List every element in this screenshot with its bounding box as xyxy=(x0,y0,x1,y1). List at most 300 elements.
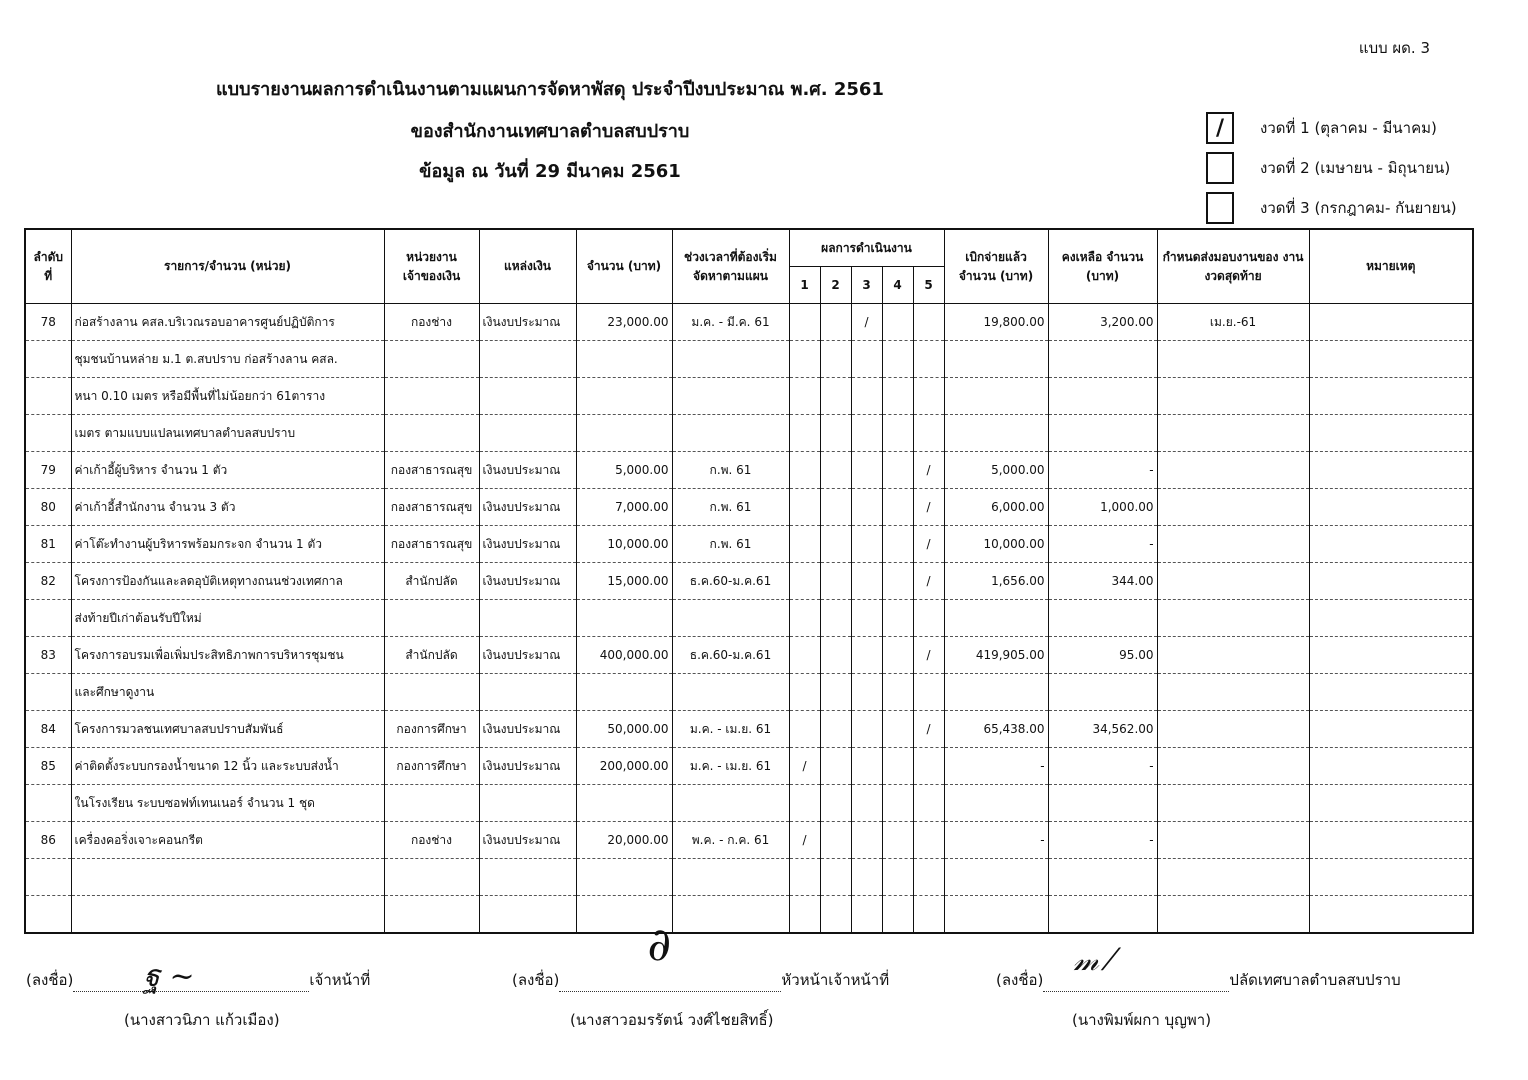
cell-note xyxy=(1309,452,1473,489)
cell-item xyxy=(71,859,384,896)
cell-paid xyxy=(944,415,1048,452)
cell-no: 85 xyxy=(25,748,71,785)
cell-amount xyxy=(576,600,672,637)
cell-progress-1 xyxy=(789,896,820,934)
cell-note xyxy=(1309,822,1473,859)
cell-remain: 34,562.00 xyxy=(1048,711,1157,748)
period-label-2: งวดที่ 2 (เมษายน - มิถุนายน) xyxy=(1260,159,1451,177)
report-subtitle: ของสำนักงานเทศบาลตำบลสบปราบ xyxy=(410,121,690,142)
cell-paid: 65,438.00 xyxy=(944,711,1048,748)
cell-progress-5: / xyxy=(913,489,944,526)
cell-source: เงินงบประมาณ xyxy=(479,822,576,859)
cell-paid: - xyxy=(944,748,1048,785)
cell-source: เงินงบประมาณ xyxy=(479,489,576,526)
header-unit: หน่วยงาน เจ้าของเงิน xyxy=(384,229,479,304)
cell-paid: 419,905.00 xyxy=(944,637,1048,674)
header-delivery: กำหนดส่งมอบงานของ งานงวดสุดท้าย xyxy=(1157,229,1309,304)
cell-delivery: เม.ย.-61 xyxy=(1157,304,1309,341)
cell-paid: 10,000.00 xyxy=(944,526,1048,563)
header-progress-3: 3 xyxy=(851,267,882,304)
cell-paid: 6,000.00 xyxy=(944,489,1048,526)
cell-unit: สำนักปลัด xyxy=(384,637,479,674)
cell-remain: - xyxy=(1048,452,1157,489)
cell-delivery xyxy=(1157,415,1309,452)
header-progress-2: 2 xyxy=(820,267,851,304)
cell-progress-2 xyxy=(820,563,851,600)
signature-line-3 xyxy=(1043,943,1229,992)
cell-remain: - xyxy=(1048,748,1157,785)
cell-progress-3 xyxy=(851,489,882,526)
cell-delivery xyxy=(1157,859,1309,896)
cell-unit xyxy=(384,859,479,896)
cell-note xyxy=(1309,859,1473,896)
cell-source xyxy=(479,600,576,637)
cell-remain xyxy=(1048,859,1157,896)
cell-period: พ.ค. - ก.ค. 61 xyxy=(672,822,789,859)
cell-period xyxy=(672,378,789,415)
header-amount: จำนวน (บาท) xyxy=(576,229,672,304)
table-row xyxy=(25,896,1473,934)
cell-unit xyxy=(384,341,479,378)
cell-note xyxy=(1309,748,1473,785)
cell-amount: 400,000.00 xyxy=(576,637,672,674)
cell-progress-4 xyxy=(882,785,913,822)
cell-item: ค่าโต๊ะทำงานผู้บริหารพร้อมกระจก จำนวน 1 ตัว xyxy=(71,526,384,563)
cell-period xyxy=(672,674,789,711)
header-progress-1: 1 xyxy=(789,267,820,304)
table-row xyxy=(25,859,1473,896)
cell-unit xyxy=(384,674,479,711)
cell-period xyxy=(672,415,789,452)
cell-delivery xyxy=(1157,748,1309,785)
cell-progress-3 xyxy=(851,785,882,822)
cell-progress-2 xyxy=(820,304,851,341)
table-row xyxy=(25,526,1473,563)
cell-paid xyxy=(944,600,1048,637)
cell-source xyxy=(479,896,576,934)
cell-period: ม.ค. - มี.ค. 61 xyxy=(672,304,789,341)
cell-source xyxy=(479,785,576,822)
cell-item: ชุมชนบ้านหล่าย ม.1 ต.สบปราบ ก่อสร้างลาน คสล. xyxy=(71,341,384,378)
cell-amount xyxy=(576,378,672,415)
sign-role-1: เจ้าหน้าที่ xyxy=(309,971,371,989)
cell-progress-2 xyxy=(820,489,851,526)
cell-note xyxy=(1309,489,1473,526)
cell-progress-5: / xyxy=(913,563,944,600)
table-row xyxy=(25,711,1473,748)
cell-progress-2 xyxy=(820,637,851,674)
cell-note xyxy=(1309,304,1473,341)
cell-period: ม.ค. - เม.ย. 61 xyxy=(672,711,789,748)
cell-progress-4 xyxy=(882,378,913,415)
cell-progress-1 xyxy=(789,489,820,526)
cell-no: 86 xyxy=(25,822,71,859)
cell-progress-1 xyxy=(789,600,820,637)
cell-remain xyxy=(1048,415,1157,452)
cell-progress-2 xyxy=(820,600,851,637)
cell-progress-1 xyxy=(789,415,820,452)
cell-progress-4 xyxy=(882,415,913,452)
table-row xyxy=(25,378,1473,415)
cell-progress-1 xyxy=(789,526,820,563)
header-item: รายการ/จำนวน (หน่วย) xyxy=(71,229,384,304)
cell-no xyxy=(25,341,71,378)
cell-note xyxy=(1309,711,1473,748)
cell-item: ค่าเก้าอี้สำนักงาน จำนวน 3 ตัว xyxy=(71,489,384,526)
sign-role-3: ปลัดเทศบาลตำบลสบปราบ xyxy=(1229,971,1401,989)
handwritten-signature-3: 𝓂 ⁄ xyxy=(1073,943,1114,978)
cell-progress-1 xyxy=(789,563,820,600)
cell-amount: 50,000.00 xyxy=(576,711,672,748)
cell-no: 79 xyxy=(25,452,71,489)
cell-progress-2 xyxy=(820,785,851,822)
sign-prefix-2: (ลงชื่อ) xyxy=(512,971,560,989)
cell-progress-3 xyxy=(851,859,882,896)
cell-unit xyxy=(384,600,479,637)
signature-block-2 xyxy=(512,917,890,992)
report-date: ข้อมูล ณ วันที่ 29 มีนาคม 2561 xyxy=(419,161,681,182)
cell-progress-1 xyxy=(789,859,820,896)
cell-progress-3 xyxy=(851,563,882,600)
cell-source: เงินงบประมาณ xyxy=(479,637,576,674)
cell-progress-2 xyxy=(820,711,851,748)
header-no: ลำดับ ที่ xyxy=(25,229,71,304)
procurement-table xyxy=(24,228,1474,934)
cell-progress-4 xyxy=(882,452,913,489)
cell-remain: - xyxy=(1048,822,1157,859)
cell-progress-4 xyxy=(882,600,913,637)
cell-paid: 19,800.00 xyxy=(944,304,1048,341)
signature-line-1 xyxy=(73,959,309,994)
cell-delivery xyxy=(1157,341,1309,378)
cell-unit: กองช่าง xyxy=(384,822,479,859)
cell-unit xyxy=(384,896,479,934)
cell-unit xyxy=(384,785,479,822)
table-row xyxy=(25,674,1473,711)
cell-progress-2 xyxy=(820,822,851,859)
cell-progress-3 xyxy=(851,415,882,452)
cell-progress-2 xyxy=(820,526,851,563)
period-option-3[interactable] xyxy=(1206,192,1457,224)
cell-progress-5: / xyxy=(913,711,944,748)
cell-paid xyxy=(944,896,1048,934)
cell-unit xyxy=(384,378,479,415)
cell-note xyxy=(1309,600,1473,637)
cell-unit: กองสาธารณสุข xyxy=(384,489,479,526)
cell-progress-2 xyxy=(820,378,851,415)
cell-delivery xyxy=(1157,637,1309,674)
cell-progress-5 xyxy=(913,859,944,896)
cell-delivery xyxy=(1157,563,1309,600)
sign-name-1: (นางสาวนิภา แก้วเมือง) xyxy=(124,1011,280,1029)
cell-progress-3 xyxy=(851,600,882,637)
cell-item xyxy=(71,896,384,934)
cell-amount xyxy=(576,341,672,378)
cell-unit: กองช่าง xyxy=(384,304,479,341)
cell-no: 78 xyxy=(25,304,71,341)
table-row xyxy=(25,785,1473,822)
cell-progress-4 xyxy=(882,341,913,378)
header-progress: ผลการดำเนินงาน xyxy=(789,229,944,267)
header-remain: คงเหลือ จำนวน (บาท) xyxy=(1048,229,1157,304)
cell-source: เงินงบประมาณ xyxy=(479,452,576,489)
cell-progress-5 xyxy=(913,896,944,934)
cell-progress-4 xyxy=(882,637,913,674)
cell-period xyxy=(672,785,789,822)
cell-unit: กองสาธารณสุข xyxy=(384,526,479,563)
cell-amount: 10,000.00 xyxy=(576,526,672,563)
cell-progress-5 xyxy=(913,341,944,378)
cell-amount: 15,000.00 xyxy=(576,563,672,600)
cell-progress-1 xyxy=(789,341,820,378)
cell-delivery xyxy=(1157,822,1309,859)
cell-progress-4 xyxy=(882,896,913,934)
cell-delivery xyxy=(1157,785,1309,822)
cell-amount: 23,000.00 xyxy=(576,304,672,341)
cell-no xyxy=(25,674,71,711)
cell-progress-5: / xyxy=(913,452,944,489)
sign-role-2: หัวหน้าเจ้าหน้าที่ xyxy=(781,971,890,989)
cell-paid xyxy=(944,785,1048,822)
cell-note xyxy=(1309,674,1473,711)
cell-note xyxy=(1309,526,1473,563)
table-body xyxy=(25,304,1473,934)
cell-amount xyxy=(576,785,672,822)
cell-source xyxy=(479,674,576,711)
cell-source: เงินงบประมาณ xyxy=(479,711,576,748)
cell-progress-2 xyxy=(820,341,851,378)
cell-item: และศึกษาดูงาน xyxy=(71,674,384,711)
cell-no: 84 xyxy=(25,711,71,748)
cell-progress-3 xyxy=(851,341,882,378)
cell-progress-1: / xyxy=(789,748,820,785)
cell-note xyxy=(1309,896,1473,934)
cell-progress-3 xyxy=(851,526,882,563)
cell-no xyxy=(25,859,71,896)
cell-delivery xyxy=(1157,711,1309,748)
header-source: แหล่งเงิน xyxy=(479,229,576,304)
table-row xyxy=(25,748,1473,785)
cell-progress-5 xyxy=(913,378,944,415)
cell-paid: - xyxy=(944,822,1048,859)
cell-remain: 344.00 xyxy=(1048,563,1157,600)
form-code: แบบ ผด. 3 xyxy=(1358,39,1430,57)
cell-item: โครงการอบรมเพื่อเพิ่มประสิทธิภาพการบริหารชุมชน xyxy=(71,637,384,674)
period-option-2[interactable] xyxy=(1206,152,1450,184)
cell-progress-4 xyxy=(882,711,913,748)
table-row xyxy=(25,489,1473,526)
cell-progress-5 xyxy=(913,304,944,341)
cell-remain xyxy=(1048,785,1157,822)
cell-progress-2 xyxy=(820,859,851,896)
cell-progress-4 xyxy=(882,526,913,563)
cell-progress-5 xyxy=(913,822,944,859)
cell-unit: กองสาธารณสุข xyxy=(384,452,479,489)
cell-progress-1: / xyxy=(789,822,820,859)
cell-progress-3 xyxy=(851,896,882,934)
cell-period: ธ.ค.60-ม.ค.61 xyxy=(672,637,789,674)
cell-progress-3 xyxy=(851,748,882,785)
cell-no: 81 xyxy=(25,526,71,563)
cell-item: โครงการมวลชนเทศบาลสบปราบสัมพันธ์ xyxy=(71,711,384,748)
cell-progress-2 xyxy=(820,452,851,489)
cell-progress-4 xyxy=(882,563,913,600)
cell-unit: กองการศึกษา xyxy=(384,711,479,748)
cell-source: เงินงบประมาณ xyxy=(479,748,576,785)
cell-progress-3: / xyxy=(851,304,882,341)
cell-no xyxy=(25,896,71,934)
cell-progress-1 xyxy=(789,304,820,341)
cell-source xyxy=(479,859,576,896)
cell-period: ก.พ. 61 xyxy=(672,452,789,489)
cell-amount: 7,000.00 xyxy=(576,489,672,526)
cell-item: ค่าติดตั้งระบบกรองน้ำขนาด 12 นิ้ว และระบบส่งน้ำ xyxy=(71,748,384,785)
cell-progress-4 xyxy=(882,748,913,785)
cell-period xyxy=(672,600,789,637)
cell-progress-3 xyxy=(851,711,882,748)
cell-item: ก่อสร้างลาน คสล.บริเวณรอบอาคารศูนย์ปฏิบัติการ xyxy=(71,304,384,341)
table-row xyxy=(25,341,1473,378)
cell-progress-2 xyxy=(820,415,851,452)
table-row xyxy=(25,600,1473,637)
cell-item: ในโรงเรียน ระบบซอฟท์เทนเนอร์ จำนวน 1 ชุด xyxy=(71,785,384,822)
sign-name-3: (นางพิมพ์ผกา บุญพา) xyxy=(1072,1011,1212,1029)
table-row xyxy=(25,452,1473,489)
period-option-1[interactable] xyxy=(1206,112,1437,144)
period-checkbox-1[interactable]: / xyxy=(1206,112,1234,144)
table-row xyxy=(25,822,1473,859)
cell-progress-3 xyxy=(851,452,882,489)
cell-remain: 95.00 xyxy=(1048,637,1157,674)
header-paid: เบิกจ่ายแล้ว จำนวน (บาท) xyxy=(944,229,1048,304)
cell-delivery xyxy=(1157,526,1309,563)
cell-progress-5 xyxy=(913,748,944,785)
cell-progress-5 xyxy=(913,785,944,822)
cell-no: 82 xyxy=(25,563,71,600)
header-note: หมายเหตุ xyxy=(1309,229,1473,304)
cell-delivery xyxy=(1157,896,1309,934)
cell-progress-5 xyxy=(913,415,944,452)
period-label-1: งวดที่ 1 (ตุลาคม - มีนาคม) xyxy=(1260,119,1437,137)
cell-progress-2 xyxy=(820,748,851,785)
cell-remain xyxy=(1048,600,1157,637)
cell-progress-4 xyxy=(882,304,913,341)
cell-progress-5 xyxy=(913,600,944,637)
handwritten-signature-2: ∂ xyxy=(647,917,672,971)
cell-remain: 1,000.00 xyxy=(1048,489,1157,526)
cell-period: ก.พ. 61 xyxy=(672,489,789,526)
cell-delivery xyxy=(1157,674,1309,711)
cell-delivery xyxy=(1157,378,1309,415)
cell-progress-5 xyxy=(913,674,944,711)
cell-paid xyxy=(944,674,1048,711)
header-period: ช่วงเวลาที่ต้องเริ่ม จัดหาตามแผน xyxy=(672,229,789,304)
cell-delivery xyxy=(1157,600,1309,637)
cell-progress-1 xyxy=(789,637,820,674)
cell-remain xyxy=(1048,896,1157,934)
cell-delivery xyxy=(1157,489,1309,526)
cell-progress-3 xyxy=(851,674,882,711)
cell-paid xyxy=(944,341,1048,378)
cell-item: เครื่องคอริ่งเจาะคอนกรีต xyxy=(71,822,384,859)
cell-progress-4 xyxy=(882,859,913,896)
report-title: แบบรายงานผลการดำเนินงานตามแผนการจัดหาพัสดุ ประจำปีงบประมาณ พ.ศ. 2561 xyxy=(216,79,884,100)
cell-paid xyxy=(944,378,1048,415)
cell-amount xyxy=(576,859,672,896)
header-progress-4: 4 xyxy=(882,267,913,304)
cell-source xyxy=(479,415,576,452)
cell-no xyxy=(25,600,71,637)
cell-progress-5: / xyxy=(913,526,944,563)
cell-unit: กองการศึกษา xyxy=(384,748,479,785)
cell-remain: - xyxy=(1048,526,1157,563)
cell-source: เงินงบประมาณ xyxy=(479,526,576,563)
cell-progress-4 xyxy=(882,674,913,711)
cell-paid: 5,000.00 xyxy=(944,452,1048,489)
signature-block-3 xyxy=(996,943,1401,992)
cell-no xyxy=(25,415,71,452)
table-row xyxy=(25,415,1473,452)
cell-period: ม.ค. - เม.ย. 61 xyxy=(672,748,789,785)
cell-no: 80 xyxy=(25,489,71,526)
cell-progress-3 xyxy=(851,637,882,674)
period-checkbox-2[interactable] xyxy=(1206,152,1234,184)
cell-note xyxy=(1309,415,1473,452)
cell-progress-3 xyxy=(851,822,882,859)
cell-period xyxy=(672,896,789,934)
cell-amount xyxy=(576,415,672,452)
cell-amount xyxy=(576,674,672,711)
table-row xyxy=(25,563,1473,600)
cell-remain: 3,200.00 xyxy=(1048,304,1157,341)
signature-block-1 xyxy=(26,959,371,994)
table-row xyxy=(25,304,1473,341)
sign-prefix-1: (ลงชื่อ) xyxy=(26,971,74,989)
period-checkbox-3[interactable] xyxy=(1206,192,1234,224)
period-label-3: งวดที่ 3 (กรกฎาคม- กันยายน) xyxy=(1260,199,1457,217)
cell-item: ส่งท้ายปีเก่าต้อนรับปีใหม่ xyxy=(71,600,384,637)
cell-amount: 5,000.00 xyxy=(576,452,672,489)
cell-note xyxy=(1309,563,1473,600)
cell-progress-1 xyxy=(789,674,820,711)
cell-item: เมตร ตามแบบแปลนเทศบาลตำบลสบปราบ xyxy=(71,415,384,452)
cell-progress-2 xyxy=(820,896,851,934)
cell-amount: 200,000.00 xyxy=(576,748,672,785)
cell-progress-2 xyxy=(820,674,851,711)
cell-period: ก.พ. 61 xyxy=(672,526,789,563)
cell-progress-1 xyxy=(789,378,820,415)
cell-progress-3 xyxy=(851,378,882,415)
cell-source xyxy=(479,378,576,415)
cell-progress-4 xyxy=(882,822,913,859)
cell-item: ค่าเก้าอี้ผู้บริหาร จำนวน 1 ตัว xyxy=(71,452,384,489)
table-row xyxy=(25,637,1473,674)
cell-note xyxy=(1309,378,1473,415)
cell-note xyxy=(1309,785,1473,822)
cell-progress-5: / xyxy=(913,637,944,674)
signature-line-2 xyxy=(559,917,781,992)
cell-period xyxy=(672,859,789,896)
cell-paid xyxy=(944,859,1048,896)
cell-unit: สำนักปลัด xyxy=(384,563,479,600)
cell-source: เงินงบประมาณ xyxy=(479,304,576,341)
sign-name-2: (นางสาวอมรรัตน์ วงศ์ไชยสิทธิ์) xyxy=(570,1011,774,1029)
cell-period: ธ.ค.60-ม.ค.61 xyxy=(672,563,789,600)
cell-item: หนา 0.10 เมตร หรือมีพื้นที่ไม่น้อยกว่า 61ตาราง xyxy=(71,378,384,415)
cell-period xyxy=(672,341,789,378)
cell-paid: 1,656.00 xyxy=(944,563,1048,600)
cell-item: โครงการป้องกันและลดอุบัติเหตุทางถนนช่วงเทศกาล xyxy=(71,563,384,600)
